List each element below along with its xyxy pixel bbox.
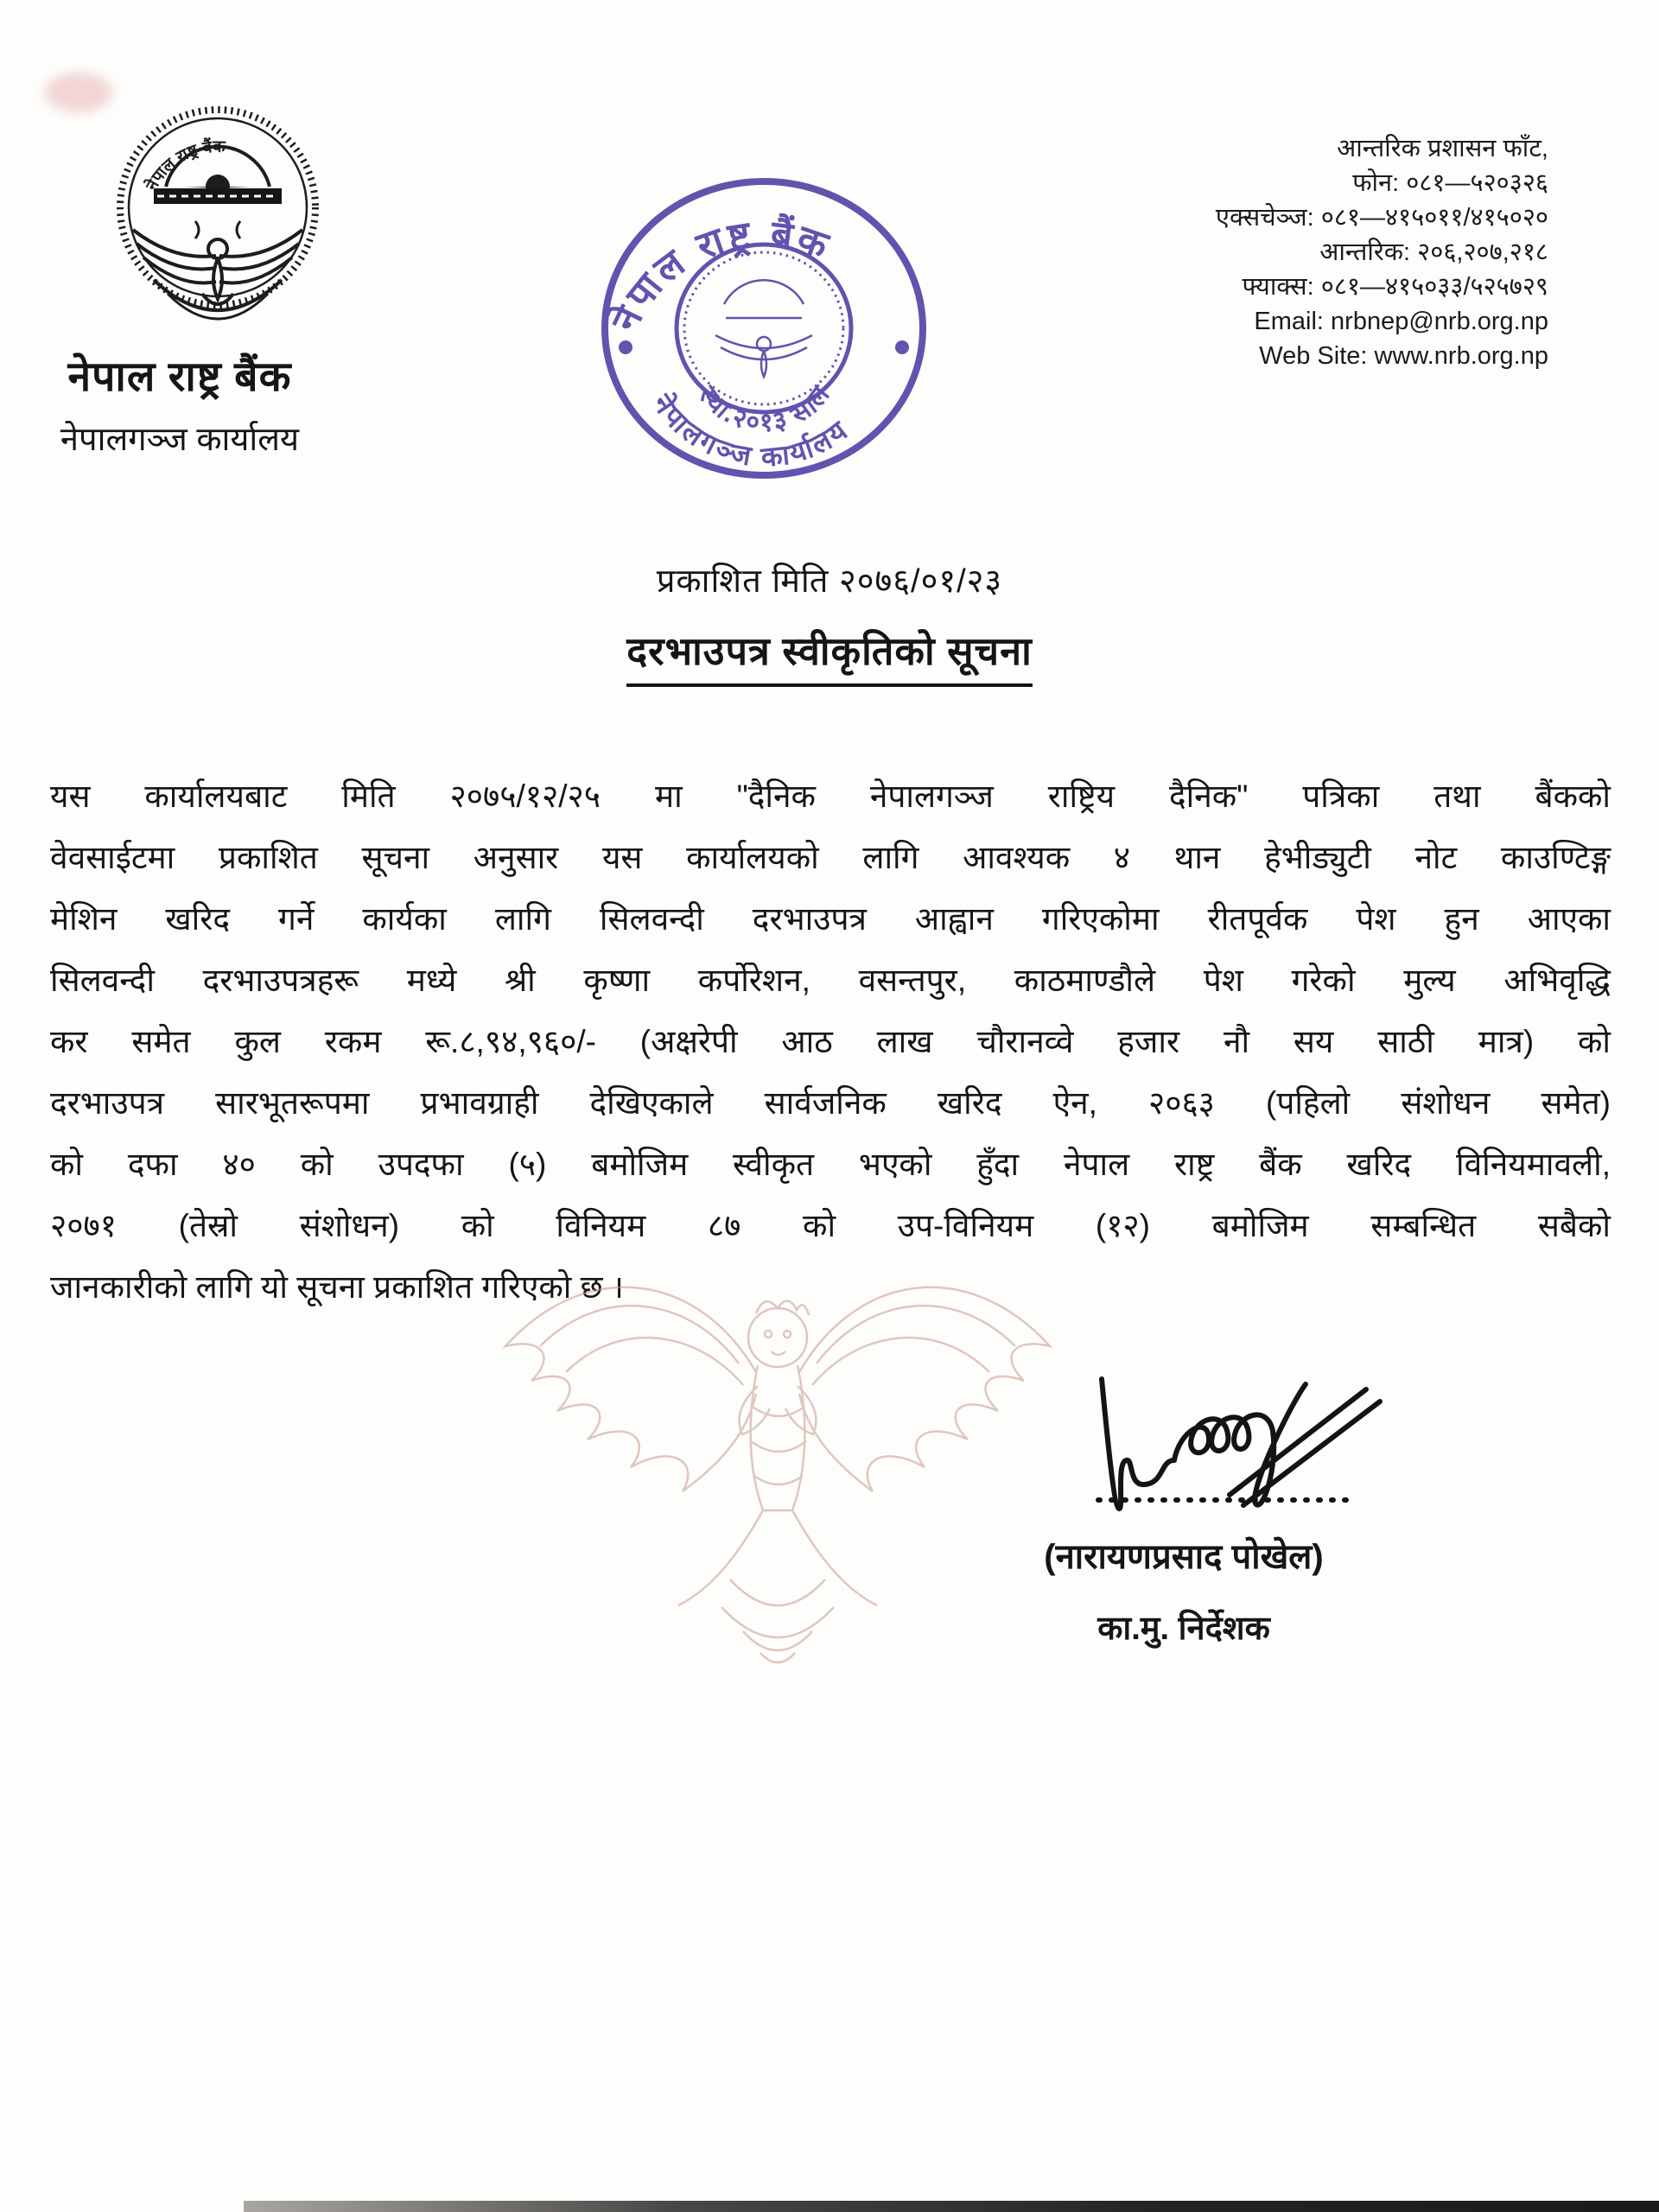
contact-exchange-line: एक्सचेञ्ज: ०८१—४१५०११/४१५०२० — [1215, 204, 1548, 232]
body-line: को दफा ४० को उपदफा (५) बमोजिम स्वीकृत भएको हुँदा नेपाल राष्ट्र बैंक खरिद विनियमावली, — [50, 1147, 1611, 1182]
body-line: वेवसाईटमा प्रकाशित सूचना अनुसार यस कार्यालयको लागि आवश्यक ४ थान हेभीड्युटी नोट काउण्टिङ्ग — [50, 840, 1611, 875]
signature-scribble — [1076, 1355, 1421, 1558]
body-line: जानकारीको लागि यो सूचना प्रकाशित गरिएको छ । — [50, 1269, 624, 1305]
body-line: दरभाउपत्र सारभूतरूपमा प्रभावग्राही देखिएकाले सार्वजनिक खरिद ऐन, २०६३ (पहिलो संशोधन समेत) — [50, 1085, 1611, 1121]
signatory-name: (नारायणप्रसाद पोखेल) — [1044, 1538, 1324, 1576]
svg-text:नेपाल राष्ट्र बैंक — [602, 211, 836, 338]
stamp-top-text: नेपाल राष्ट्र बैंक — [603, 213, 837, 338]
signatory-block — [985, 1531, 1382, 1649]
body-line: मेशिन खरिद गर्ने कार्यका लागि सिलवन्दी दरभाउपत्र आह्वान गरिएकोमा रीतपूर्वक पेश हुन आएका — [50, 901, 1611, 937]
org-name-block — [16, 347, 344, 461]
office-round-stamp — [594, 175, 933, 482]
scan-smudge — [45, 73, 112, 112]
contact-email-line: Email: nrbnep@nrb.org.np — [1254, 308, 1548, 335]
office-name: नेपालगञ्ज कार्यालय — [60, 422, 300, 458]
body-line: २०७१ (तेस्रो संशोधन) को विनियम ८७ को उप-विनियम (१२) बमोजिम सम्बन्धित सबैको — [50, 1208, 1611, 1243]
contact-dept-line: आन्तरिक प्रशासन फाँट, — [1337, 135, 1548, 162]
signatory-designation: का.मु. निर्देशक — [1097, 1611, 1270, 1647]
contact-phone-line: फोन: ०८१—५२०३२६ — [1352, 169, 1548, 197]
body-line: कर समेत कुल रकम रू.८,९४,९६०/- (अक्षरेपी आठ लाख चौरानव्वे हजार नौ सय साठी मात्र) को — [50, 1024, 1611, 1059]
notice-title-wrap — [0, 624, 1659, 687]
stamp-bottom-text: नेपालगञ्ज कार्यालय — [646, 388, 855, 474]
contact-block — [926, 131, 1548, 373]
stamp-established-text: स्था.२०१३ साल — [692, 379, 836, 438]
nrb-emblem-logo — [112, 76, 328, 353]
published-date-line: प्रकाशित मिति २०७६/०१/२३ — [656, 563, 1003, 600]
body-line: सिलवन्दी दरभाउपत्रहरू मध्ये श्री कृष्णा कर्पोरेशन, वसन्तपुर, काठमाण्डौले पेश गरेको मुल्य अभिवृद्धि — [50, 963, 1611, 998]
contact-fax-line: फ्याक्स: ०८१—४१५०३३/५२५७२९ — [1242, 273, 1548, 301]
org-name: नेपाल राष्ट्र बैंक — [67, 354, 292, 400]
scan-edge-artifact — [244, 2201, 1659, 2212]
contact-internal-line: आन्तरिक: २०६,२०७,२१८ — [1319, 238, 1548, 266]
notice-title: दरभाउपत्र स्वीकृतिको सूचना — [626, 624, 1033, 687]
logo-top-text: नेपाल राष्ट्र बैंक — [143, 137, 226, 194]
body-line: यस कार्यालयबाट मिति २०७५/१२/२५ मा "दैनिक नेपालगञ्ज राष्ट्रिय दैनिक" पत्रिका तथा बैंकको — [50, 779, 1611, 814]
contact-website-line: Web Site: www.nrb.org.np — [1259, 342, 1548, 370]
